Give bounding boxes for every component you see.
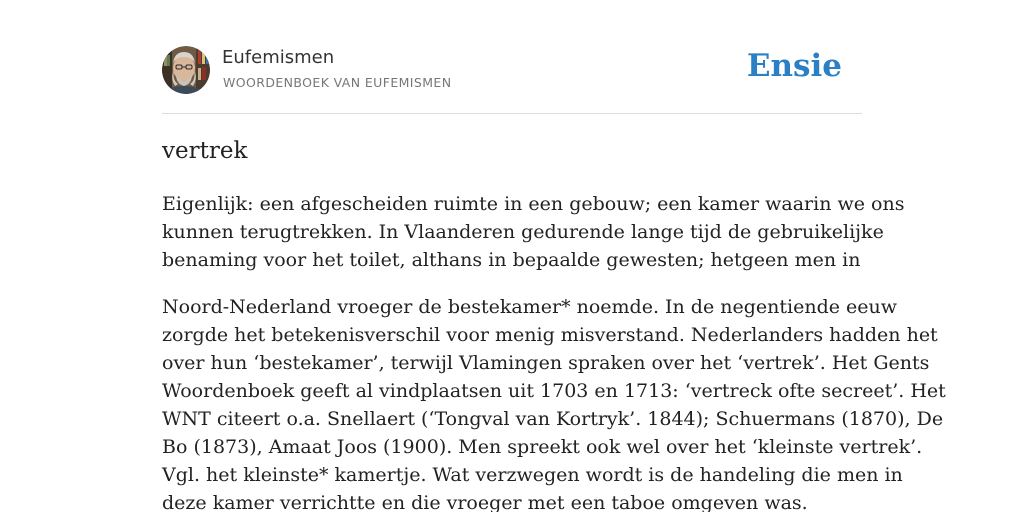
- entry-paragraph-1: [162, 190, 905, 274]
- source-title[interactable]: Eufemismen: [222, 47, 335, 68]
- paragraph-line: benaming voor het toilet, althans in bepaalde gewesten; hetgeen men in: [162, 249, 861, 271]
- paragraph-line: Vgl. het kleinste* kamertje. Wat verzwegen wordt is de handeling die men in: [162, 464, 903, 486]
- paragraph-line: WNT citeert o.a. Snellaert (‘Tongval van Kortryk’. 1844); Schuermans (1870), De: [162, 408, 944, 430]
- paragraph-line: zorgde het betekenisverschil voor menig misverstand. Nederlanders hadden het: [162, 324, 938, 346]
- author-avatar[interactable]: [162, 46, 210, 94]
- entry-paragraph-2: [162, 293, 946, 512]
- paragraph-line: Eigenlijk: een afgescheiden ruimte in een gebouw; een kamer waarin we ons: [162, 193, 905, 215]
- paragraph-line: Bo (1873), Amaat Joos (1900). Men spreekt ook wel over het ‘kleinste vertrek’.: [162, 436, 923, 458]
- paragraph-line: deze kamer verrichtte en die vroeger met een taboe omgeven was.: [162, 492, 808, 512]
- entry-title: vertrek: [162, 138, 248, 164]
- paragraph-line: over hun ‘bestekamer’, terwijl Vlamingen spraken over het ‘vertrek’. Het Gents: [162, 352, 930, 374]
- author-portrait-image: [162, 46, 210, 94]
- paragraph-line: Woordenboek geeft al vindplaatsen uit 1703 en 1713: ‘vertreck ofte secreet’. Het: [162, 380, 946, 402]
- header-divider: [162, 113, 862, 114]
- paragraph-line: kunnen terugtrekken. In Vlaanderen gedurende lange tijd de gebruikelijke: [162, 221, 884, 243]
- source-subtitle[interactable]: WOORDENBOEK VAN EUFEMISMEN: [223, 75, 452, 90]
- paragraph-line: Noord-Nederland vroeger de bestekamer* noemde. In de negentiende eeuw: [162, 296, 898, 318]
- ensie-logo[interactable]: Ensie: [746, 48, 842, 84]
- header: [162, 46, 862, 96]
